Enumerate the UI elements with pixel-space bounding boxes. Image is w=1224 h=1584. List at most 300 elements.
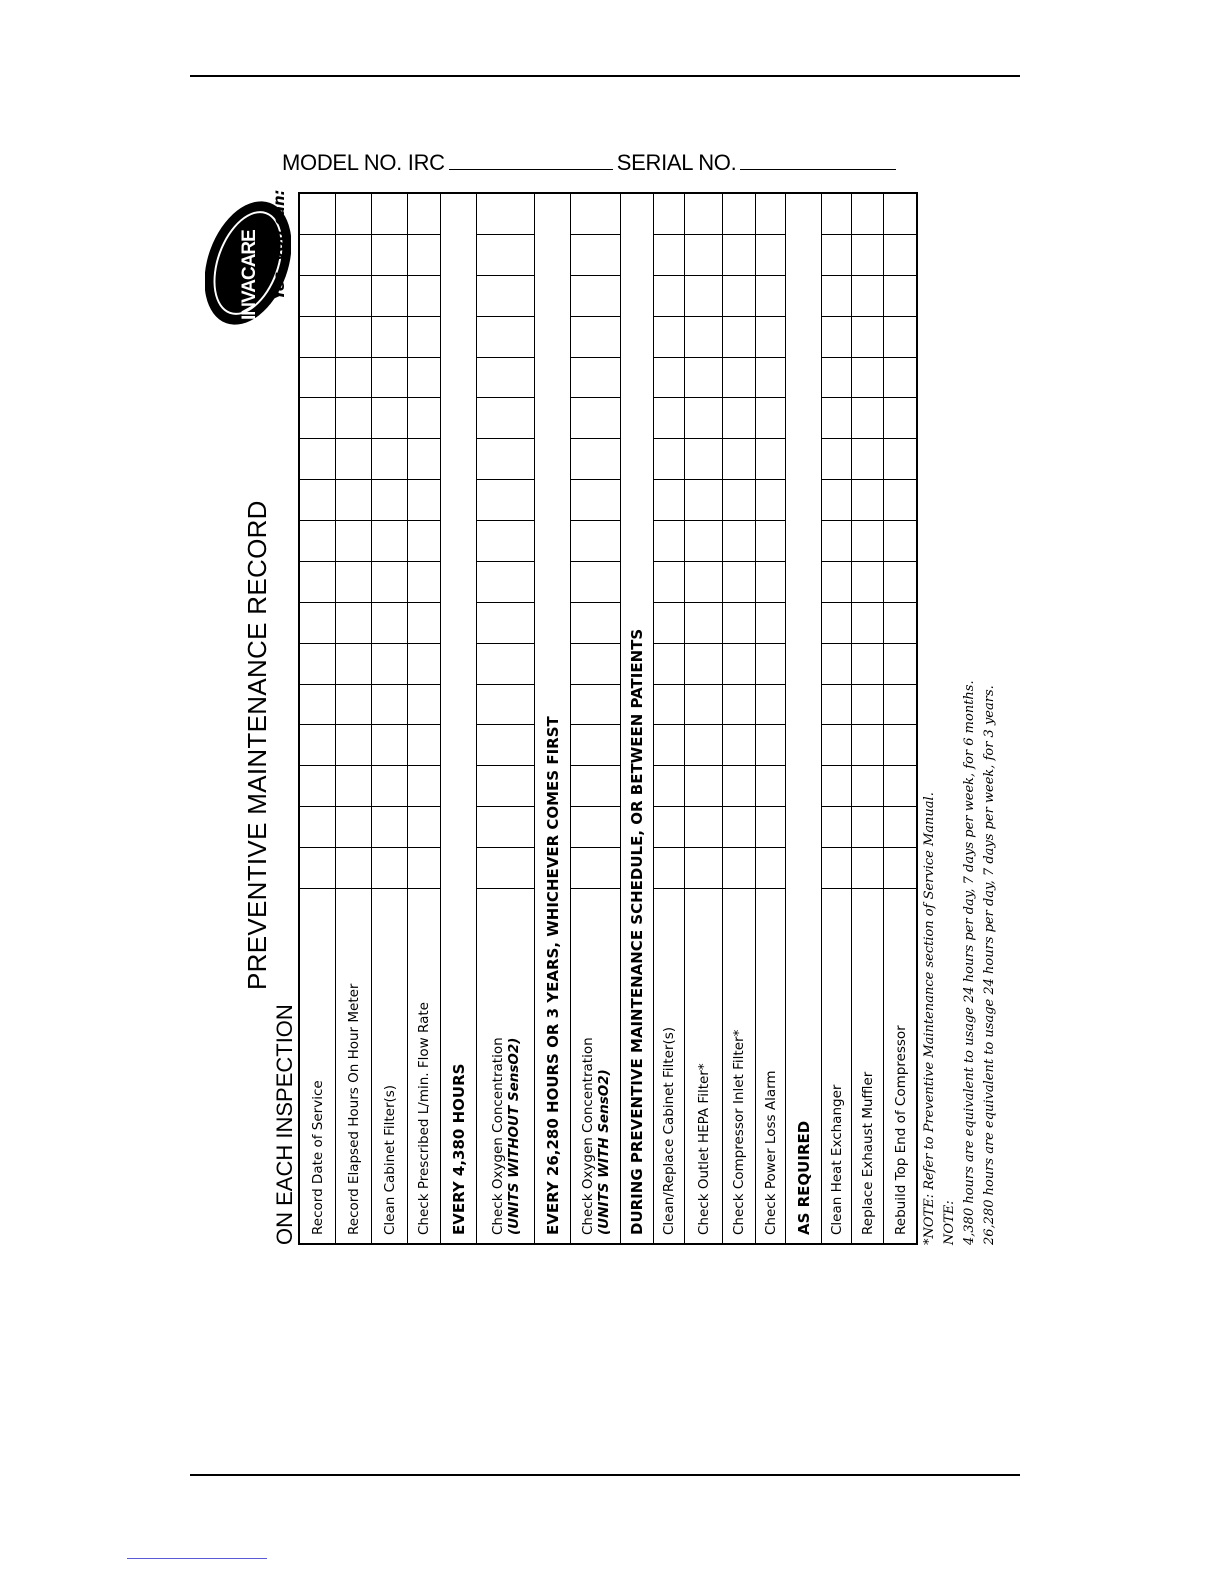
table-row: [822, 194, 852, 1243]
row-label: [300, 888, 335, 1243]
row-label: [756, 888, 785, 1243]
record-cell[interactable]: [852, 194, 883, 234]
record-cell[interactable]: [756, 643, 785, 684]
record-cell[interactable]: [756, 316, 785, 357]
row-label-text: Check Oxygen Concentration: [579, 1037, 596, 1235]
record-cell[interactable]: [654, 602, 684, 643]
row-label-text: AS REQUIRED: [794, 1120, 813, 1235]
record-cell[interactable]: [654, 398, 684, 439]
row-label-text: Check Power Loss Alarm: [762, 1070, 779, 1235]
row-label-text: EVERY 4,380 HOURS: [449, 1063, 468, 1235]
record-cell[interactable]: [654, 806, 684, 847]
record-cell[interactable]: [372, 479, 407, 520]
record-cell[interactable]: [408, 357, 440, 398]
serial-label: SERIAL NO.: [616, 150, 737, 175]
record-cell[interactable]: [756, 806, 785, 847]
record-cell[interactable]: [685, 438, 722, 479]
record-cell[interactable]: [723, 561, 755, 602]
record-cell[interactable]: [571, 847, 620, 888]
record-cell[interactable]: [300, 765, 335, 806]
row-label-text: Clean Heat Exchanger: [828, 1084, 845, 1235]
record-cell[interactable]: [685, 275, 722, 316]
record-cell[interactable]: [408, 643, 440, 684]
row-label: [372, 888, 407, 1243]
record-cell[interactable]: [685, 806, 722, 847]
record-cell[interactable]: [723, 520, 755, 561]
record-cell[interactable]: [372, 684, 407, 725]
section-header-row: [786, 194, 822, 1243]
record-cell[interactable]: [372, 847, 407, 888]
record-cell[interactable]: [477, 316, 534, 357]
record-cell[interactable]: [852, 847, 883, 888]
record-cell[interactable]: [884, 684, 918, 725]
record-cell[interactable]: [654, 684, 684, 725]
row-label-text: Check Outlet HEPA Filter*: [695, 1063, 712, 1235]
record-cell[interactable]: [884, 725, 918, 766]
row-label-text: Check Oxygen Concentration: [489, 1037, 506, 1235]
record-cell[interactable]: [723, 684, 755, 725]
record-cell[interactable]: [477, 602, 534, 643]
record-cells: [571, 194, 620, 888]
record-cell[interactable]: [654, 316, 684, 357]
table-row: [408, 194, 441, 1243]
record-cell[interactable]: [723, 234, 755, 275]
record-cell[interactable]: [408, 194, 440, 234]
row-label: [822, 888, 851, 1243]
record-cell[interactable]: [852, 725, 883, 766]
record-cell[interactable]: [852, 765, 883, 806]
record-cell[interactable]: [884, 847, 918, 888]
row-label-text: Record Elapsed Hours On Hour Meter: [345, 983, 362, 1235]
record-cell[interactable]: [477, 684, 534, 725]
record-cell[interactable]: [884, 806, 918, 847]
row-label-text: Check Compressor Inlet Filter*: [731, 1029, 747, 1235]
record-cell[interactable]: [372, 194, 407, 234]
record-cell[interactable]: [408, 725, 440, 766]
record-cell[interactable]: [756, 561, 785, 602]
record-cell[interactable]: [685, 725, 722, 766]
record-cell[interactable]: [685, 194, 722, 234]
record-cell[interactable]: [571, 234, 620, 275]
record-cell[interactable]: [477, 847, 534, 888]
record-cell[interactable]: [408, 479, 440, 520]
record-cell[interactable]: [336, 316, 371, 357]
record-cells: [685, 194, 722, 888]
record-cell[interactable]: [884, 234, 918, 275]
record-cell[interactable]: [408, 520, 440, 561]
row-label: [441, 194, 476, 1243]
record-cell[interactable]: [654, 765, 684, 806]
record-cell[interactable]: [477, 357, 534, 398]
record-cell[interactable]: [571, 520, 620, 561]
record-cell[interactable]: [685, 602, 722, 643]
record-cell[interactable]: [477, 234, 534, 275]
record-cell[interactable]: [477, 806, 534, 847]
record-cell[interactable]: [654, 357, 684, 398]
record-cell[interactable]: [477, 438, 534, 479]
table-row: [654, 194, 685, 1243]
record-cells: [654, 194, 684, 888]
row-label: [571, 888, 620, 1243]
record-cell[interactable]: [372, 725, 407, 766]
record-cell[interactable]: [571, 398, 620, 439]
record-cell[interactable]: [477, 725, 534, 766]
record-cell[interactable]: [372, 602, 407, 643]
record-cell[interactable]: [300, 520, 335, 561]
record-cell[interactable]: [300, 479, 335, 520]
record-cell[interactable]: [477, 643, 534, 684]
row-label-text: Clean Cabinet Filter(s): [381, 1084, 398, 1235]
record-cell[interactable]: [336, 194, 371, 234]
record-cell[interactable]: [408, 847, 440, 888]
model-label: MODEL NO. IRC: [282, 150, 445, 175]
record-cell[interactable]: [822, 357, 851, 398]
record-cell[interactable]: [408, 438, 440, 479]
row-label: [685, 888, 722, 1243]
record-cell[interactable]: [300, 438, 335, 479]
record-cells: [336, 194, 371, 888]
record-cell[interactable]: [477, 561, 534, 602]
record-cell[interactable]: [372, 520, 407, 561]
record-cell[interactable]: [571, 684, 620, 725]
row-label-text: Rebuild Top End of Compressor: [893, 1025, 909, 1235]
record-cell[interactable]: [852, 275, 883, 316]
record-cell[interactable]: [571, 602, 620, 643]
row-label-text: DURING PREVENTIVE MAINTENANCE SCHEDULE, OR BETWEEN PATIENTS: [628, 628, 646, 1235]
maintenance-table: [298, 192, 918, 1245]
record-cell[interactable]: [477, 520, 534, 561]
record-cell[interactable]: [571, 561, 620, 602]
record-cell[interactable]: [822, 479, 851, 520]
record-cell[interactable]: [822, 643, 851, 684]
row-label-text: Replace Exhaust Muffler: [859, 1071, 876, 1235]
record-cell[interactable]: [300, 684, 335, 725]
record-cell[interactable]: [756, 234, 785, 275]
record-cell[interactable]: [336, 479, 371, 520]
record-cell[interactable]: [822, 438, 851, 479]
table-row: [300, 194, 336, 1243]
table-row: [685, 194, 723, 1243]
record-cell[interactable]: [372, 806, 407, 847]
table-row: [372, 194, 408, 1243]
top-rule: [190, 75, 1020, 77]
record-cells: [372, 194, 407, 888]
record-cell[interactable]: [723, 602, 755, 643]
record-cell[interactable]: [884, 194, 918, 234]
record-cell[interactable]: [852, 520, 883, 561]
record-cell[interactable]: [336, 806, 371, 847]
record-cell[interactable]: [884, 357, 918, 398]
section-header-row: [535, 194, 571, 1243]
record-cell[interactable]: [571, 765, 620, 806]
table-row: [571, 194, 621, 1243]
record-cell[interactable]: [723, 643, 755, 684]
record-cell[interactable]: [884, 438, 918, 479]
record-cell[interactable]: [685, 847, 722, 888]
record-cell[interactable]: [884, 479, 918, 520]
record-cell[interactable]: [300, 725, 335, 766]
record-cell[interactable]: [654, 194, 684, 234]
record-cell[interactable]: [723, 438, 755, 479]
record-cell[interactable]: [723, 316, 755, 357]
record-cell[interactable]: [654, 725, 684, 766]
record-cell[interactable]: [822, 316, 851, 357]
record-cell[interactable]: [852, 806, 883, 847]
record-cell[interactable]: [884, 561, 918, 602]
record-cell[interactable]: [756, 520, 785, 561]
record-cell[interactable]: [300, 357, 335, 398]
notes: [920, 680, 1000, 1245]
record-cell[interactable]: [300, 194, 335, 234]
record-cell[interactable]: [408, 398, 440, 439]
record-cell[interactable]: [372, 234, 407, 275]
record-cell[interactable]: [571, 643, 620, 684]
record-cell[interactable]: [372, 765, 407, 806]
page-title: PREVENTIVE MAINTENANCE RECORD: [242, 500, 272, 990]
record-cell[interactable]: [685, 316, 722, 357]
record-cell[interactable]: [756, 275, 785, 316]
record-cell[interactable]: [336, 357, 371, 398]
row-label-text: Record Date of Service: [309, 1080, 326, 1235]
record-cell[interactable]: [300, 275, 335, 316]
record-cell[interactable]: [336, 847, 371, 888]
record-cell[interactable]: [300, 643, 335, 684]
record-cell[interactable]: [756, 725, 785, 766]
record-cell[interactable]: [852, 234, 883, 275]
record-cell[interactable]: [852, 602, 883, 643]
record-cell[interactable]: [685, 479, 722, 520]
record-cells: [756, 194, 785, 888]
serial-blank[interactable]: [740, 159, 896, 170]
record-cell[interactable]: [723, 275, 755, 316]
record-cell[interactable]: [408, 602, 440, 643]
record-cell[interactable]: [822, 765, 851, 806]
section-title: ON EACH INSPECTION: [272, 1004, 297, 1245]
record-cell[interactable]: [723, 847, 755, 888]
record-cell[interactable]: [852, 316, 883, 357]
record-cell[interactable]: [884, 398, 918, 439]
record-cell[interactable]: [884, 316, 918, 357]
record-cell[interactable]: [408, 234, 440, 275]
row-label-text: EVERY 26,280 HOURS OR 3 YEARS, WHICHEVER COMES FIRST: [543, 716, 562, 1235]
record-cell[interactable]: [723, 765, 755, 806]
record-cell[interactable]: [756, 602, 785, 643]
record-cell[interactable]: [884, 602, 918, 643]
record-cell[interactable]: [408, 684, 440, 725]
record-cell[interactable]: [822, 684, 851, 725]
record-cell[interactable]: [685, 561, 722, 602]
record-cell[interactable]: [723, 725, 755, 766]
record-cell[interactable]: [336, 520, 371, 561]
row-label: [408, 888, 440, 1243]
footer-link[interactable]: [127, 1558, 267, 1559]
section-header-row: [441, 194, 477, 1243]
record-cell[interactable]: [822, 725, 851, 766]
record-cell[interactable]: [723, 398, 755, 439]
record-cell[interactable]: [336, 561, 371, 602]
row-label: [654, 888, 684, 1243]
record-cell[interactable]: [372, 398, 407, 439]
record-cells: [723, 194, 755, 888]
record-cell[interactable]: [884, 643, 918, 684]
record-cell[interactable]: [756, 479, 785, 520]
record-cell[interactable]: [756, 194, 785, 234]
record-cell[interactable]: [654, 847, 684, 888]
table-row: [723, 194, 756, 1243]
record-cell[interactable]: [822, 602, 851, 643]
note-2: NOTE:: [942, 1200, 957, 1245]
record-cell[interactable]: [571, 194, 620, 234]
record-cell[interactable]: [852, 561, 883, 602]
row-label: [786, 194, 821, 1243]
record-cells: [852, 194, 883, 888]
record-cell[interactable]: [408, 275, 440, 316]
record-cell[interactable]: [408, 316, 440, 357]
record-cell[interactable]: [477, 765, 534, 806]
record-cell[interactable]: [852, 438, 883, 479]
record-cell[interactable]: [654, 438, 684, 479]
record-cell[interactable]: [336, 765, 371, 806]
record-cell[interactable]: [723, 194, 755, 234]
record-cell[interactable]: [654, 561, 684, 602]
record-cell[interactable]: [654, 234, 684, 275]
note-1: *NOTE: Refer to Preventive Maintenance section of Service Manual.: [922, 792, 937, 1245]
tagline-text: Yes, you can:: [270, 189, 288, 300]
record-cell[interactable]: [852, 643, 883, 684]
record-cell[interactable]: [685, 684, 722, 725]
record-cell[interactable]: [408, 561, 440, 602]
table-row: [852, 194, 884, 1243]
record-cells: [300, 194, 335, 888]
record-cell[interactable]: [336, 438, 371, 479]
row-label-text: Check Prescribed L/min. Flow Rate: [416, 1002, 432, 1235]
row-label-text: Clean/Replace Cabinet Filter(s): [661, 1026, 677, 1235]
record-cell[interactable]: [822, 234, 851, 275]
row-label: [477, 888, 534, 1243]
record-cell[interactable]: [822, 847, 851, 888]
section-header-row: [621, 194, 654, 1243]
record-cell[interactable]: [654, 643, 684, 684]
record-cell[interactable]: [756, 357, 785, 398]
model-serial-line: [282, 150, 900, 176]
record-cell[interactable]: [756, 438, 785, 479]
row-label: [535, 194, 570, 1243]
record-cell[interactable]: [756, 398, 785, 439]
record-cell[interactable]: [300, 234, 335, 275]
record-cell[interactable]: [571, 479, 620, 520]
note-3: 4,380 hours are equivalent to usage 24 hours per day, 7 days per week, for 6 months.: [962, 680, 977, 1245]
record-cell[interactable]: [571, 357, 620, 398]
record-cell[interactable]: [571, 275, 620, 316]
record-cell[interactable]: [300, 602, 335, 643]
record-cell[interactable]: [336, 643, 371, 684]
record-cell[interactable]: [822, 398, 851, 439]
record-cell[interactable]: [852, 479, 883, 520]
record-cell[interactable]: [408, 765, 440, 806]
record-cell[interactable]: [685, 765, 722, 806]
record-cell[interactable]: [336, 398, 371, 439]
record-cell[interactable]: [372, 316, 407, 357]
row-label: [723, 888, 755, 1243]
record-cell[interactable]: [654, 479, 684, 520]
record-cell[interactable]: [571, 438, 620, 479]
record-cell[interactable]: [685, 398, 722, 439]
model-blank[interactable]: [449, 159, 613, 170]
record-cell[interactable]: [372, 438, 407, 479]
table-row: [884, 194, 918, 1243]
record-cell[interactable]: [300, 398, 335, 439]
record-cell[interactable]: [723, 806, 755, 847]
record-cell[interactable]: [723, 357, 755, 398]
record-cell[interactable]: [300, 847, 335, 888]
record-cell[interactable]: [477, 398, 534, 439]
record-cell[interactable]: [852, 398, 883, 439]
record-cell[interactable]: [685, 520, 722, 561]
record-cell[interactable]: [571, 806, 620, 847]
record-cell[interactable]: [822, 275, 851, 316]
record-cell[interactable]: [756, 765, 785, 806]
record-cell[interactable]: [685, 357, 722, 398]
record-cell[interactable]: [372, 643, 407, 684]
record-cell[interactable]: [300, 561, 335, 602]
logo-text: INVACARE: [239, 230, 260, 320]
row-sublabel-text: (UNITS WITH SensO2): [595, 1069, 612, 1235]
record-cell[interactable]: [822, 520, 851, 561]
record-cell[interactable]: [300, 806, 335, 847]
record-cell[interactable]: [852, 684, 883, 725]
record-cells: [477, 194, 534, 888]
record-cell[interactable]: [408, 806, 440, 847]
record-cell[interactable]: [336, 684, 371, 725]
record-cell[interactable]: [822, 561, 851, 602]
note-4: 26,280 hours are equivalent to usage 24 hours per day, 7 days per week, for 3 years.: [982, 685, 997, 1245]
record-cell[interactable]: [852, 357, 883, 398]
table-row: [477, 194, 535, 1243]
record-cell[interactable]: [477, 194, 534, 234]
record-cell[interactable]: [884, 275, 918, 316]
record-cell[interactable]: [372, 357, 407, 398]
record-cell[interactable]: [336, 602, 371, 643]
record-cell[interactable]: [372, 561, 407, 602]
record-cell[interactable]: [571, 725, 620, 766]
record-cell[interactable]: [822, 806, 851, 847]
bottom-rule: [190, 1474, 1020, 1476]
record-cell[interactable]: [477, 275, 534, 316]
record-cell[interactable]: [685, 234, 722, 275]
row-sublabel-text: (UNITS WITHOUT SensO2): [505, 1037, 522, 1235]
record-cell[interactable]: [685, 643, 722, 684]
record-cell[interactable]: [654, 520, 684, 561]
record-cell[interactable]: [336, 725, 371, 766]
rotated-form: [240, 210, 1020, 1290]
record-cell[interactable]: [822, 194, 851, 234]
record-cell[interactable]: [336, 234, 371, 275]
tagline: [270, 189, 293, 300]
record-cell[interactable]: [336, 275, 371, 316]
record-cell[interactable]: [756, 684, 785, 725]
record-cell[interactable]: [654, 275, 684, 316]
record-cell[interactable]: [571, 316, 620, 357]
record-cell[interactable]: [300, 316, 335, 357]
row-label: [336, 888, 371, 1243]
row-label: [884, 888, 918, 1243]
record-cell[interactable]: [756, 847, 785, 888]
record-cell[interactable]: [477, 479, 534, 520]
record-cell[interactable]: [884, 765, 918, 806]
record-cell[interactable]: [372, 275, 407, 316]
record-cell[interactable]: [723, 479, 755, 520]
record-cell[interactable]: [884, 520, 918, 561]
